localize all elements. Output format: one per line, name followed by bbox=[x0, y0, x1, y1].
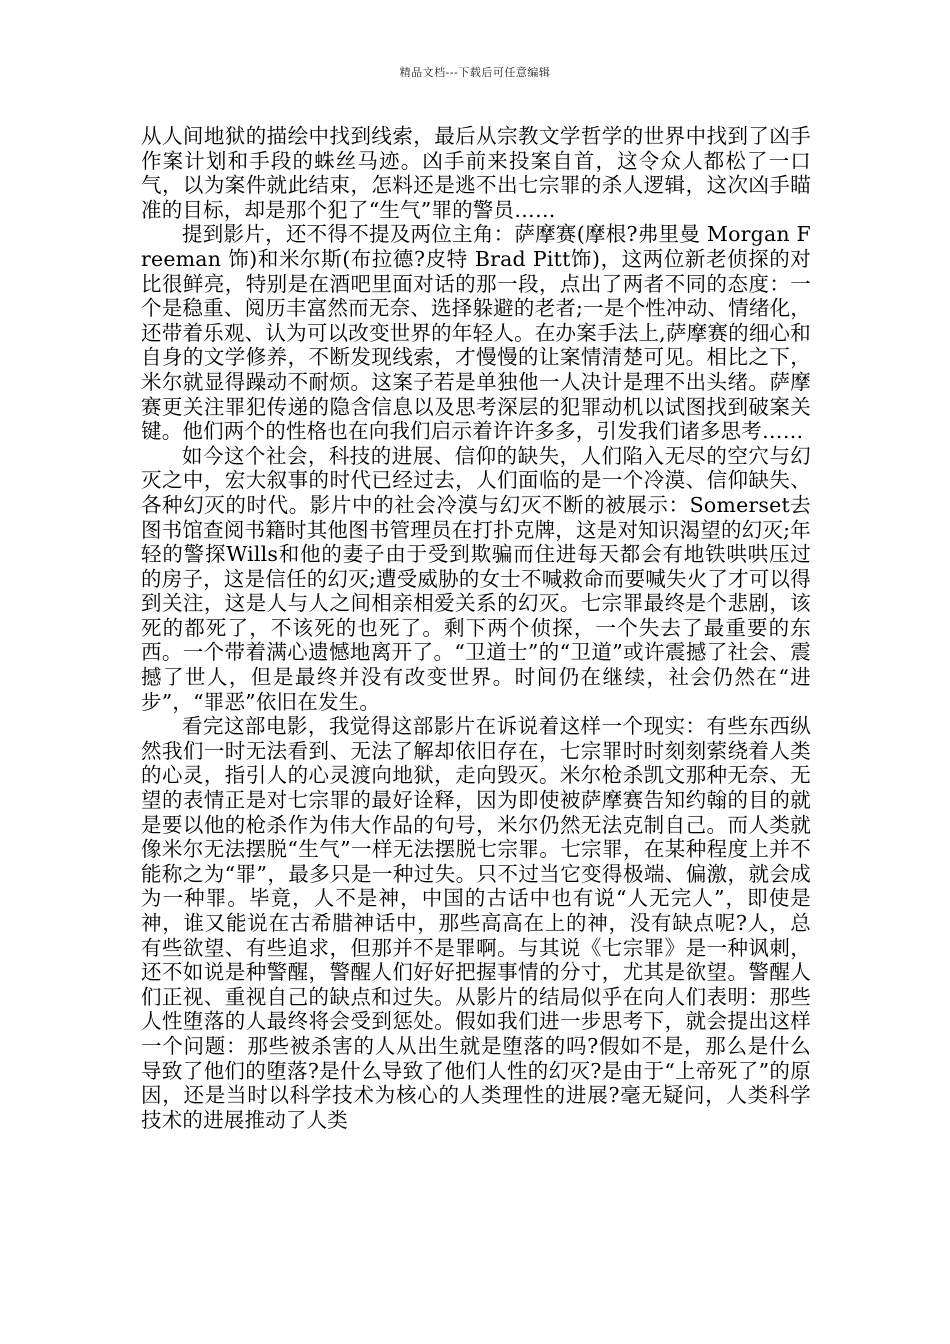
paragraph: 看完这部电影，我觉得这部影片在诉说着这样一个现实：有些东西纵然我们一时无法看到、无法了解却依旧存在，七宗罪时时刻刻萦绕着人类的心灵，指引人的心灵渡向地狱，走向毁灭。米尔枪杀凯文那种无奈、无望的表情正是对七宗罪的最好诠释，因为即使被萨摩赛告知约翰的目的就是要以他的枪杀作为伟大作品的句号，米尔仍然无法克制自己。而人类就像米尔无法摆脱“生气”一样无法摆脱七宗罪。七宗罪，在某种程度上并不能称之为“罪”，最多只是一种过失。只不过当它变得极端、偏激，就会成为一种罪。毕竟，人不是神，中国的古话中也有说“人无完人”，即使是神，谁又能说在古希腊神话中，那些高高在上的神，没有缺点呢?人，总有些欲望、有些追求，但那并不是罪啊。与其说《七宗罪》是一种讽刺，还不如说是种警醒，警醒人们好好把握事情的分寸，尤其是欲望。警醒人们正视、重视自己的缺点和过失。从影片的结局似乎在向人们表明：那些人性堕落的人最终将会受到惩处。假如我们进一步思考下，就会提出这样一个问题：那些被杀害的人从出生就是堕落的吗?假如不是，那么是什么导致了他们的堕落?是什么导致了他们人性的幻灭?是由于“上帝死了”的原因，还是当时以科学技术为核心的人类理性的进展?毫无疑问，人类科学技术的进展推动了人类 bbox=[141, 714, 811, 1132]
paragraph: 如今这个社会，科技的进展、信仰的缺失，人们陷入无尽的空穴与幻灭之中，宏大叙事的时代已经过去，人们面临的是一个冷漠、信仰缺失、各种幻灭的时代。影片中的社会冷漠与幻灭不断的被展示：Somerset去图书馆查阅书籍时其他图书管理员在打扑克牌，这是对知识渴望的幻灭;年轻的警探Wills和他的妻子由于受到欺骗而住进每天都会有地铁哄哄压过的房子，这是信任的幻灭;遭受威胁的女士不喊救命而要喊失火了才可以得到关注，这是人与人之间相亲相爱关系的幻灭。七宗罪最终是个悲剧，该死的都死了，不该死的也死了。剩下两个侦探，一个失去了最重要的东西。一个带着满心遗憾地离开了。“卫道士”的“卫道”或许震撼了社会、震撼了世人，但是最终并没有改变世界。时间仍在继续，社会仍然在“进步”，“罪恶”依旧在发生。 bbox=[141, 443, 811, 714]
paragraph: 从人间地狱的描绘中找到线索，最后从宗教文学哲学的世界中找到了凶手作案计划和手段的蛛丝马迹。凶手前来投案自首，这令众人都松了一口气，以为案件就此结束，怎料还是逃不出七宗罪的杀人逻辑，这次凶手瞄准的目标，却是那个犯了“生气”罪的警员…… bbox=[141, 124, 811, 222]
paragraph: 提到影片，还不得不提及两位主角：萨摩赛(摩根?弗里曼 Morgan Freeman 饰)和米尔斯(布拉德?皮特 Brad Pitt饰)，这两位新老侦探的对比很鲜亮，特别是在酒吧里面对话的那一段，点出了两者不同的态度：一个是稳重、阅历丰富然而无奈、选择躲避的老者;一是个性冲动、情绪化，还带着乐观、认为可以改变世界的年轻人。在办案手法上,萨摩赛的细心和自身的文学修养，不断发现线索，才慢慢的让案情清楚可见。相比之下，米尔就显得躁动不耐烦。这案子若是单独他一人决计是理不出头绪。萨摩赛更关注罪犯传递的隐含信息以及思考深层的犯罪动机以试图找到破案关键。他们两个的性格也在向我们启示着许许多多，引发我们诸多思考…… bbox=[141, 222, 811, 444]
page-header: 精品文档---下载后可任意编辑 bbox=[399, 66, 551, 79]
document-body bbox=[141, 124, 811, 1132]
